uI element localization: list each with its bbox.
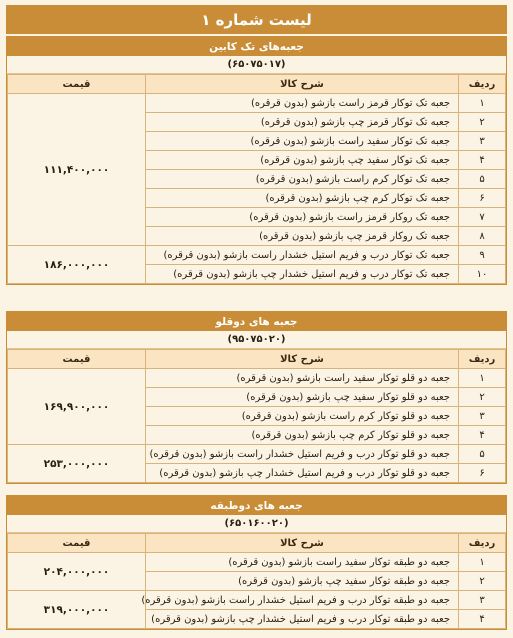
table-row xyxy=(8,369,506,388)
section-heading: جعبه‌های تک کابین xyxy=(7,37,506,56)
row-description: جعبه دو طبقه توکار درب و فریم استیل خشدار راست بازشو (بدون قرقره) xyxy=(146,591,459,610)
table-header-row xyxy=(8,75,506,94)
price-table xyxy=(7,74,506,284)
column-header-row: ردیف xyxy=(459,75,506,94)
row-description: جعبه تک توکار سفید راست بازشو (بدون قرقره) xyxy=(146,132,459,151)
section-heading: جعبه های دوقلو xyxy=(7,312,506,331)
column-header-desc: شرح کالا xyxy=(146,75,459,94)
row-description: جعبه تک توکار کرم چپ بازشو (بدون قرقره) xyxy=(146,189,459,208)
section-two-storey xyxy=(6,495,507,630)
row-number: ۶ xyxy=(459,464,506,483)
row-number: ۷ xyxy=(459,208,506,227)
row-number: ۲ xyxy=(459,113,506,132)
row-description: جعبه دو قلو توکار کرم چپ بازشو (بدون قرقره) xyxy=(146,426,459,445)
row-number: ۳ xyxy=(459,591,506,610)
column-header-row: ردیف xyxy=(459,534,506,553)
column-header-desc: شرح کالا xyxy=(146,350,459,369)
table-row xyxy=(8,445,506,464)
page-title: لیست شماره ۱ xyxy=(6,5,507,34)
row-description: جعبه دو قلو توکار درب و فریم استیل خشدار چپ بازشو (بدون قرقره) xyxy=(146,464,459,483)
table-header-row xyxy=(8,534,506,553)
row-number: ۴ xyxy=(459,610,506,629)
row-description: جعبه دو طبقه توکار سفید راست بازشو (بدون قرقره) xyxy=(146,553,459,572)
price-cell: ۲۵۳,۰۰۰,۰۰۰ xyxy=(8,445,146,483)
price-table xyxy=(7,349,506,483)
column-header-desc: شرح کالا xyxy=(146,534,459,553)
section-code: (۹۵۰۷۵۰۲۰) xyxy=(7,331,506,349)
row-number: ۳ xyxy=(459,132,506,151)
column-header-price: قیمت xyxy=(8,534,146,553)
table-row xyxy=(8,94,506,113)
price-table xyxy=(7,533,506,629)
row-number: ۲ xyxy=(459,388,506,407)
row-number: ۸ xyxy=(459,227,506,246)
column-header-price: قیمت xyxy=(8,75,146,94)
row-description: جعبه تک توکار سفید چپ بازشو (بدون قرقره) xyxy=(146,151,459,170)
row-description: جعبه دو قلو توکار درب و فریم استیل خشدار راست بازشو (بدون قرقره) xyxy=(146,445,459,464)
row-description: جعبه دو طبقه توکار درب و فریم استیل خشدار چپ بازشو (بدون قرقره) xyxy=(146,610,459,629)
section-single-cabin xyxy=(6,36,507,285)
section-heading: جعبه های دوطبقه xyxy=(7,496,506,515)
price-cell: ۱۸۶,۰۰۰,۰۰۰ xyxy=(8,246,146,284)
row-description: جعبه دو طبقه توکار سفید چپ بازشو (بدون قرقره) xyxy=(146,572,459,591)
row-description: جعبه تک توکار کرم راست بازشو (بدون قرقره) xyxy=(146,170,459,189)
row-description: جعبه تک توکار قرمز چپ بازشو (بدون قرقره) xyxy=(146,113,459,132)
row-description: جعبه تک روکار قرمز راست بازشو (بدون قرقره) xyxy=(146,208,459,227)
row-number: ۲ xyxy=(459,572,506,591)
column-header-price: قیمت xyxy=(8,350,146,369)
column-header-row: ردیف xyxy=(459,350,506,369)
row-description: جعبه تک روکار قرمز چپ بازشو (بدون قرقره) xyxy=(146,227,459,246)
row-description: جعبه دو قلو توکار سفید چپ بازشو (بدون قرقره) xyxy=(146,388,459,407)
row-number: ۱ xyxy=(459,94,506,113)
row-number: ۱ xyxy=(459,369,506,388)
section-code: (۶۵۰۱۶۰۰۲۰) xyxy=(7,515,506,533)
row-number: ۱ xyxy=(459,553,506,572)
section-code: (۶۵۰۷۵۰۱۷) xyxy=(7,56,506,74)
price-cell: ۱۶۹,۹۰۰,۰۰۰ xyxy=(8,369,146,445)
price-cell: ۲۰۴,۰۰۰,۰۰۰ xyxy=(8,553,146,591)
row-description: جعبه دو قلو توکار کرم راست بازشو (بدون قرقره) xyxy=(146,407,459,426)
price-cell: ۳۱۹,۰۰۰,۰۰۰ xyxy=(8,591,146,629)
row-description: جعبه تک توکار درب و فریم استیل خشدار راست بازشو (بدون قرقره) xyxy=(146,246,459,265)
row-number: ۱۰ xyxy=(459,265,506,284)
row-description: جعبه تک توکار قرمز راست بازشو (بدون قرقره) xyxy=(146,94,459,113)
table-row xyxy=(8,246,506,265)
section-twin xyxy=(6,311,507,484)
row-number: ۴ xyxy=(459,151,506,170)
row-number: ۴ xyxy=(459,426,506,445)
price-cell: ۱۱۱,۴۰۰,۰۰۰ xyxy=(8,94,146,246)
row-number: ۶ xyxy=(459,189,506,208)
row-number: ۵ xyxy=(459,445,506,464)
row-description: جعبه تک توکار درب و فریم استیل خشدار چپ بازشو (بدون قرقره) xyxy=(146,265,459,284)
row-number: ۵ xyxy=(459,170,506,189)
table-header-row xyxy=(8,350,506,369)
table-row xyxy=(8,591,506,610)
row-description: جعبه دو قلو توکار سفید راست بازشو (بدون قرقره) xyxy=(146,369,459,388)
row-number: ۹ xyxy=(459,246,506,265)
row-number: ۳ xyxy=(459,407,506,426)
table-row xyxy=(8,553,506,572)
